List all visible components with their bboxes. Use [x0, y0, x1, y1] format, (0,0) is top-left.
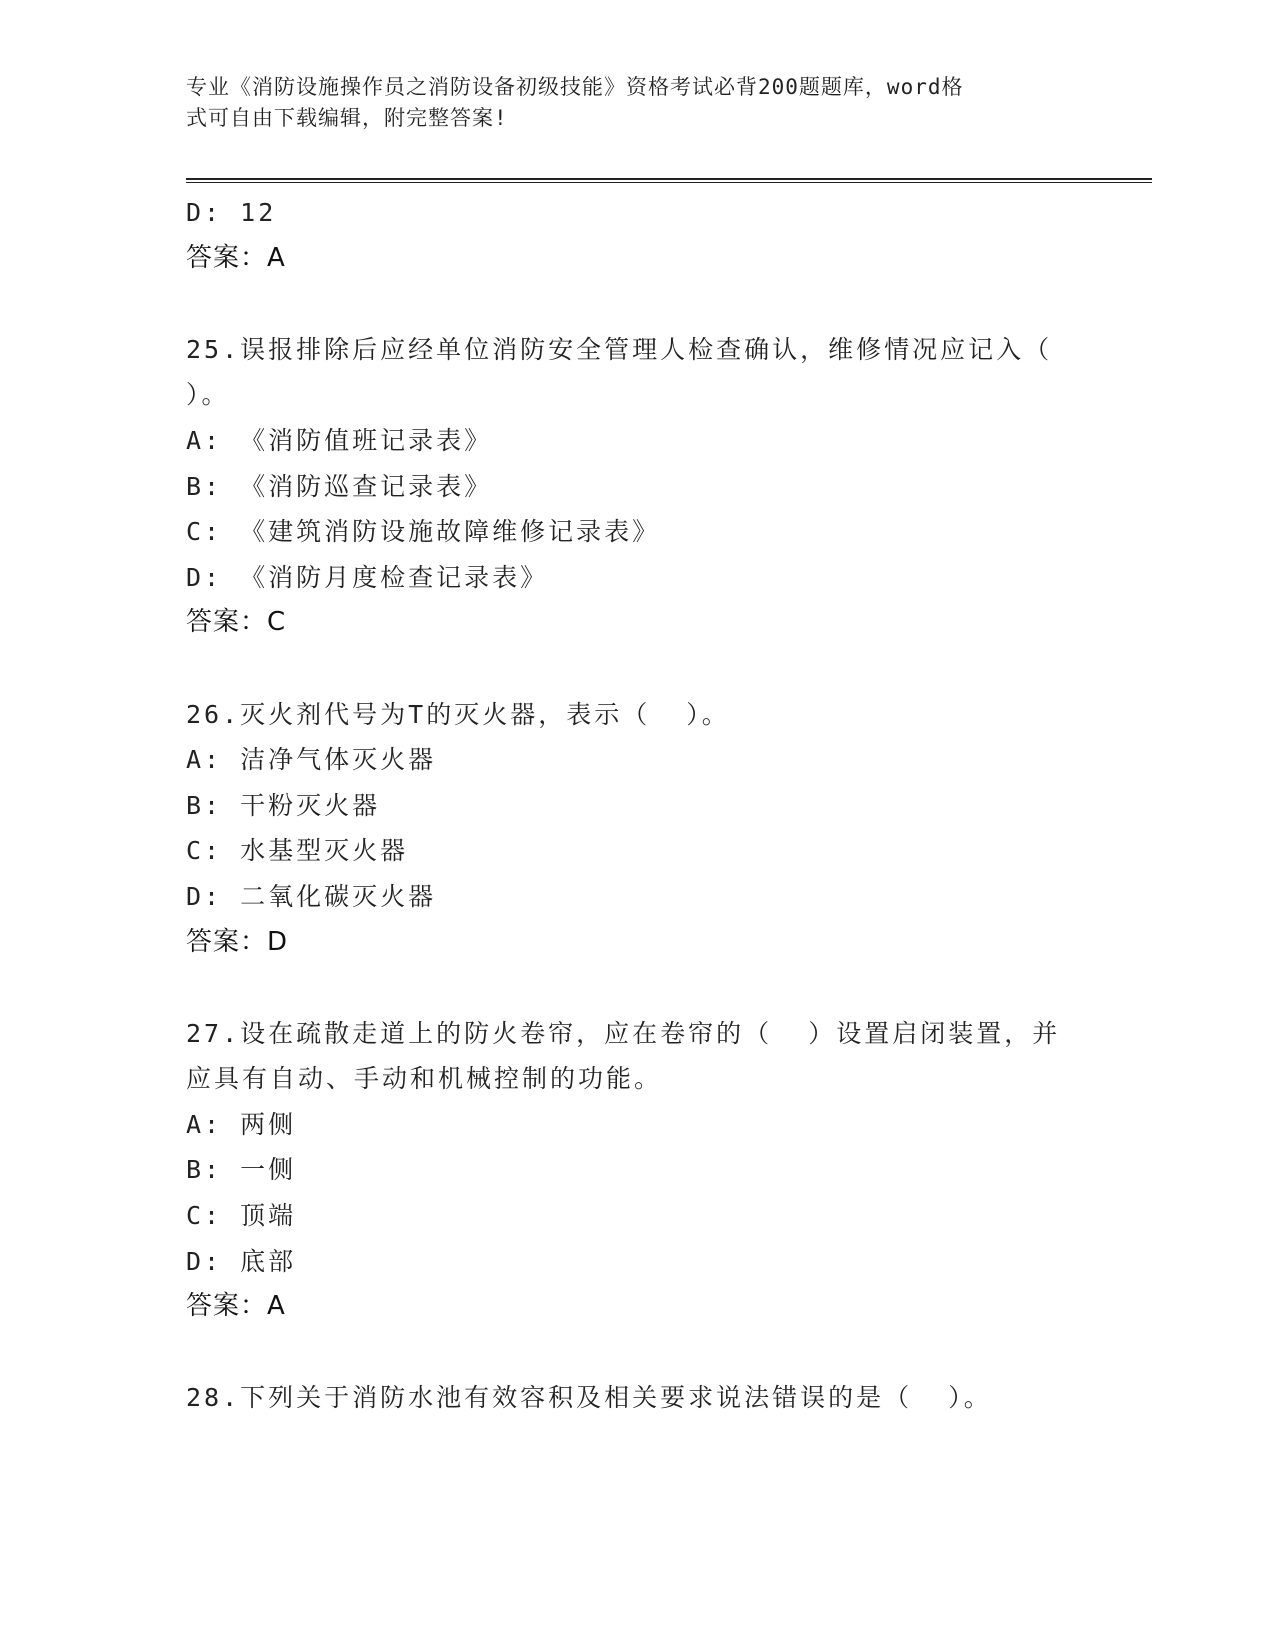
question-stem: 27.设在疏散走道上的防火卷帘，应在卷帘的（ ）设置启闭装置，并	[186, 1018, 1061, 1048]
question-26	[186, 692, 1086, 966]
option-a: A: 两侧	[186, 1109, 297, 1139]
header-line-1: 专业《消防设施操作员之消防设备初级技能》资格考试必背200题题库，word格	[186, 75, 964, 99]
page-header	[186, 72, 1066, 134]
question-stem: 26.灭火剂代号为T的灭火器，表示（ ）。	[186, 699, 730, 729]
question-28	[186, 1375, 1086, 1421]
header-line-2: 式可自由下载编辑，附完整答案!	[186, 106, 508, 130]
option-d: D: 底部	[186, 1246, 297, 1276]
question-27	[186, 1011, 1086, 1330]
question-stem-continued: 应具有自动、手动和机械控制的功能。	[186, 1064, 663, 1094]
option-c: C: 水基型灭火器	[186, 836, 409, 866]
option-a: A: 《消防值班记录表》	[186, 425, 493, 455]
option-c: C: 《建筑消防设施故障维修记录表》	[186, 517, 661, 547]
answer-label: 答案：D	[186, 926, 289, 957]
question-25	[186, 327, 1086, 646]
answer-label: 答案：A	[186, 242, 286, 273]
answer-label: 答案：A	[186, 1291, 286, 1322]
option-d: D: 二氧化碳灭火器	[186, 881, 437, 911]
answer-label: 答案：C	[186, 607, 287, 638]
option-c: C: 顶端	[186, 1201, 297, 1231]
option-d: D: 12	[186, 198, 277, 227]
option-a: A: 洁净气体灭火器	[186, 745, 437, 775]
question-stem: 25.误报排除后应经单位消防安全管理人检查确认，维修情况应记入（	[186, 334, 1053, 364]
question-stem-continued: ）。	[186, 380, 230, 410]
question-24-remainder	[186, 190, 1086, 281]
header-divider	[186, 178, 1152, 183]
question-list	[186, 190, 1086, 1421]
option-b: B: 干粉灭火器	[186, 790, 381, 820]
option-d: D: 《消防月度检查记录表》	[186, 562, 549, 592]
question-stem: 28.下列关于消防水池有效容积及相关要求说法错误的是（ ）。	[186, 1383, 992, 1413]
option-b: B: 一侧	[186, 1155, 297, 1185]
option-b: B: 《消防巡查记录表》	[186, 471, 493, 501]
